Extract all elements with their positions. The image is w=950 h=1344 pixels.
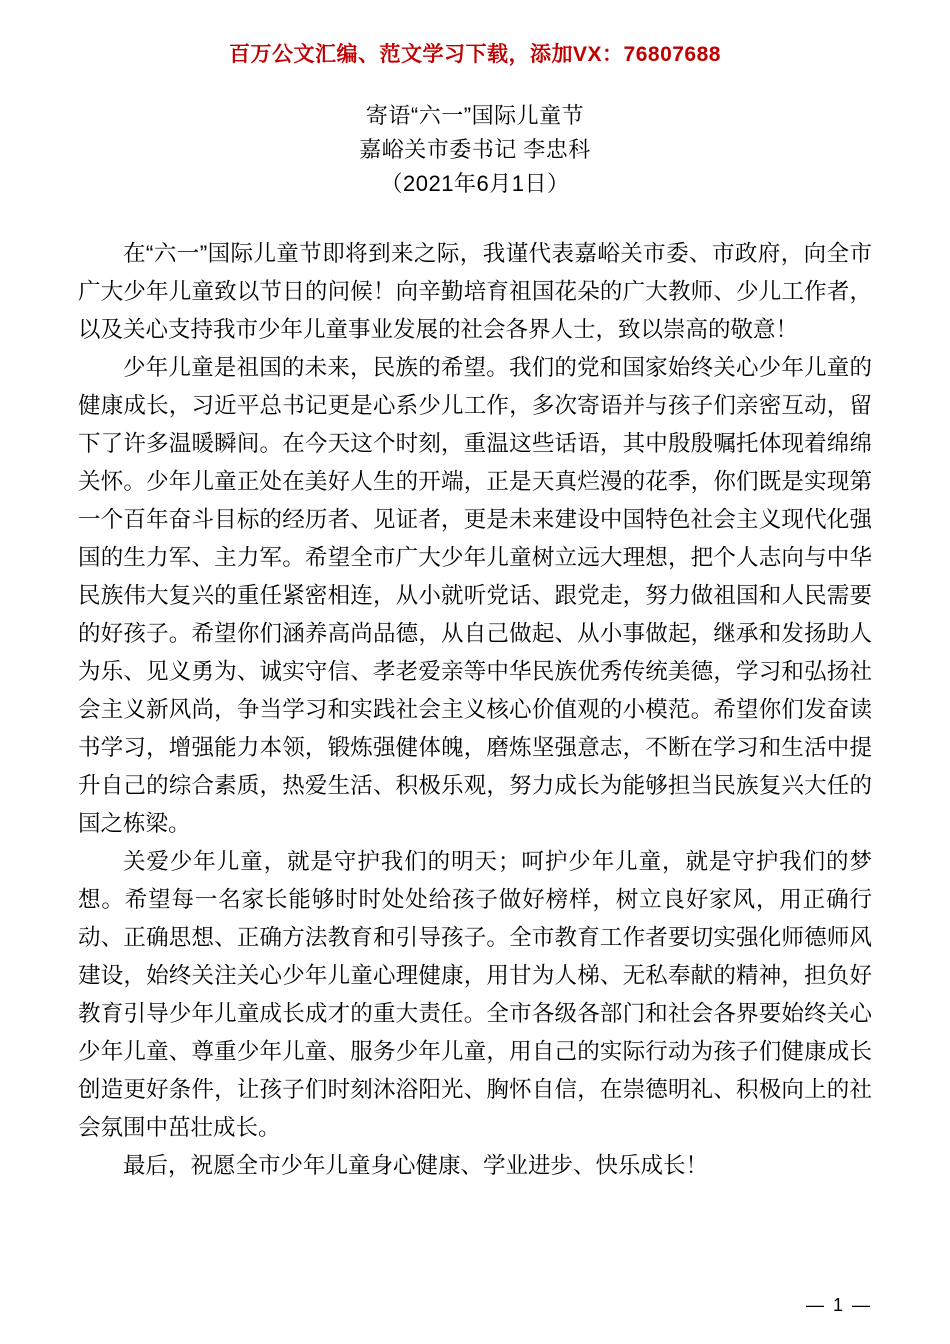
paragraph: 关爱少年儿童，就是守护我们的明天；呵护少年儿童，就是守护我们的梦想。希望每一名家长能够时时处处给孩子做好榜样，树立良好家风，用正确行动、正确思想、正确方法教育和引导孩子。全市教育工作者要切实强化师德师风建设，始终关注关心少年儿童心理健康，用甘为人梯、无私奉献的精神，担负好教育引导少年儿童成长成才的重大责任。全市各级各部门和社会各界要始终关心少年儿童、尊重少年儿童、服务少年儿童，用自己的实际行动为孩子们健康成长创造更好条件，让孩子们时刻沐浴阳光、胸怀自信，在崇德明礼、积极向上的社会氛围中茁壮成长。 [78, 849, 872, 1141]
page-title: 寄语“六一”国际儿童节 [365, 103, 585, 129]
paragraph: 在“六一”国际儿童节即将到来之际，我谨代表嘉峪关市委、市政府，向全市广大少年儿童致以节日的问候！向辛勤培育祖国花朵的广大教师、少儿工作者，以及关心支持我市少年儿童事业发展的社会各界人士，致以崇高的敬意！ [78, 241, 872, 343]
author-byline: 嘉峪关市委书记 李忠科 [359, 137, 591, 163]
paragraph: 少年儿童是祖国的未来，民族的希望。我们的党和国家始终关心少年儿童的健康成长，习近平总书记更是心系少儿工作，多次寄语并与孩子们亲密互动，留下了许多温暖瞬间。在今天这个时刻，重温这些话语，其中殷殷嘱托体现着绵绵关怀。少年儿童正处在美好人生的开端，正是天真烂漫的花季，你们既是实现第一个百年奋斗目标的经历者、见证者，更是未来建设中国特色社会主义现代化强国的生力军、主力军。希望全市广大少年儿童树立远大理想，把个人志向与中华民族伟大复兴的重任紧密相连，从小就听党话、跟党走，努力做祖国和人民需要的好孩子。希望你们涵养高尚品德，从自己做起、从小事做起，继承和发扬助人为乐、见义勇为、诚实守信、孝老爱亲等中华民族优秀传统美德，学习和弘扬社会主义新风尚，争当学习和实践社会主义核心价值观的小模范。希望你们发奋读书学习，增强能力本领，锻炼强健体魄，磨炼坚强意志，不断在学习和生活中提升自己的综合素质，热爱生活、积极乐观，努力成长为能够担当民族复兴大任的国之栋梁。 [78, 355, 872, 837]
page-number: — 1 — [805, 1295, 872, 1315]
document-date: （2021年6月1日） [380, 171, 570, 197]
document-body [78, 235, 872, 1185]
paragraph: 最后，祝愿全市少年儿童身心健康、学业进步、快乐成长！ [123, 1153, 709, 1179]
promo-watermark: 百万公文汇编、范文学习下载，添加VX：76807688 [229, 43, 721, 66]
